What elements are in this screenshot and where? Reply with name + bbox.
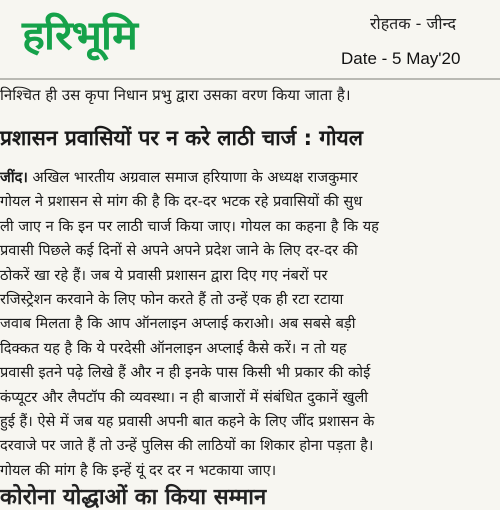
article-line: कंप्यूटर और लैपटॉप की व्यवस्था। न ही बाजारों में संबंधित दुकानें खुली	[0, 388, 369, 406]
edition-city: रोहतक - जीन्द	[370, 14, 456, 33]
newspaper-logo: हरिभूमि	[22, 13, 137, 59]
article-line	[0, 166, 500, 190]
article-line: जवाब मिलता है कि आप ऑनलाइन अप्लाई कराओ। अब सबसे बड़ी	[0, 315, 356, 333]
article-line: दरवाजे पर जाते हैं तो उन्हें पुलिस की लाठियों का शिकार होना पड़ता है।	[0, 437, 374, 455]
article-dateline: जींद।	[0, 169, 28, 186]
article-headline: प्रशासन प्रवासियों पर न करे लाठी चार्ज : गोयल	[0, 126, 363, 150]
article-line: ली जाए न कि इन पर लाठी चार्ज किया जाए। गोयल का कहना है कि यह	[0, 217, 379, 235]
next-article-headline-fragment	[0, 485, 500, 510]
article-line-text: अखिल भारतीय अग्रवाल समाज हरियाणा के अध्यक्ष राजकुमार	[27, 169, 358, 186]
article-line: प्रवासी इतने पढ़े लिखे हैं और न ही इनके पास किसी भी प्रकार की कोई	[0, 364, 371, 382]
masthead	[0, 0, 500, 78]
masthead-divider	[0, 78, 500, 80]
previous-article-tail: निश्चित ही उस कृपा निधान प्रभु द्वारा उसका वरण किया जाता है।	[0, 86, 351, 104]
article-line: प्रवासी पिछले कई दिनों से अपने अपने प्रदेश जाने के लिए दर-दर की	[0, 242, 358, 260]
article-line: गोयल की मांग है कि इन्हें यूं दर दर न भटकाया जाए।	[0, 461, 277, 479]
article-line: गोयल ने प्रशासन से मांग की है कि दर-दर भटक रहे प्रवासियों की सुध	[0, 193, 363, 211]
article-line: दिक्कत यह है कि ये परदेसी ऑनलाइन अप्लाई कैसे करें। न तो यह	[0, 339, 347, 357]
article-line: रजिस्ट्रेशन करवाने के लिए फोन करते हैं तो उन्हें एक ही रटा रटाया	[0, 290, 344, 308]
article-line: ठोकरें खा रहे हैं। जब ये प्रवासी प्रशासन द्वारा दिए गए नंबरों पर	[0, 266, 328, 284]
article-line: हुई हैं। ऐसे में जब यह प्रवासी अपनी बात कहने के लिए जींद प्रशासन के	[0, 412, 375, 430]
next-headline-text: कोरोना योद्धाओं का किया सम्मान	[0, 485, 267, 510]
edition-date: Date - 5 May'20	[341, 49, 461, 68]
article-body	[0, 166, 500, 483]
